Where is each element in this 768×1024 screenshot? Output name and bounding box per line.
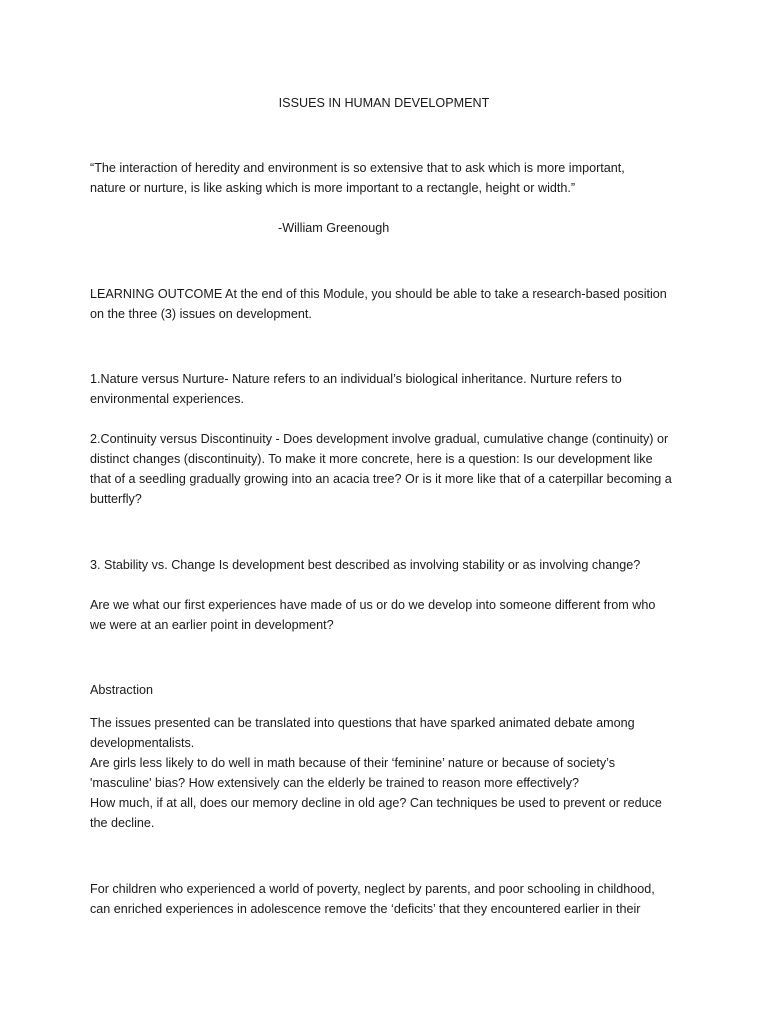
opening-quote: “The interaction of heredity and environment is so extensive that to ask which is more important, nature or nurture, is like asking which is more important to a rectangle, height or width.” bbox=[90, 161, 625, 195]
issue-continuity: 2.Continuity versus Discontinuity - Does development involve gradual, cumulative change (continuity) or distinct changes (discontinuity). To make it more concrete, here is a question: Is our development like that of a seedling gradually growing into an acacia tree? Or is it more like that of a caterpillar becoming a butterfly? bbox=[90, 432, 672, 506]
abstraction-body: The issues presented can be translated into questions that have sparked animated debate among developmentalists. Are girls less likely to do well in math because of their ‘feminine’ nature or because of society’s 'masculine' bias? How extensively can the elderly be trained to reason more effectively? How much, if at all, does our memory decline in old age? Can techniques be used to prevent or reduce the decline. bbox=[90, 716, 662, 830]
document-title: ISSUES IN HUMAN DEVELOPMENT bbox=[278, 96, 490, 110]
closing-paragraph: For children who experienced a world of poverty, neglect by parents, and poor schooling in childhood, can enriched experiences in adolescence remove the ‘deficits’ that they encountered earlier in their bbox=[90, 882, 655, 916]
abstraction-heading: Abstraction bbox=[90, 683, 153, 697]
issue-stability-question: Are we what our first experiences have made of us or do we develop into someone different from who we were at an earlier point in development? bbox=[90, 598, 656, 632]
issue-stability-change: 3. Stability vs. Change Is development best described as involving stability or as involving change? bbox=[90, 558, 641, 572]
quote-author: -William Greenough bbox=[278, 221, 390, 235]
issue-nature-nurture: 1.Nature versus Nurture- Nature refers to an individual’s biological inheritance. Nurture refers to environmental experiences. bbox=[90, 372, 622, 406]
learning-outcome: LEARNING OUTCOME At the end of this Module, you should be able to take a research-based position on the three (3) issues on development. bbox=[90, 287, 667, 321]
